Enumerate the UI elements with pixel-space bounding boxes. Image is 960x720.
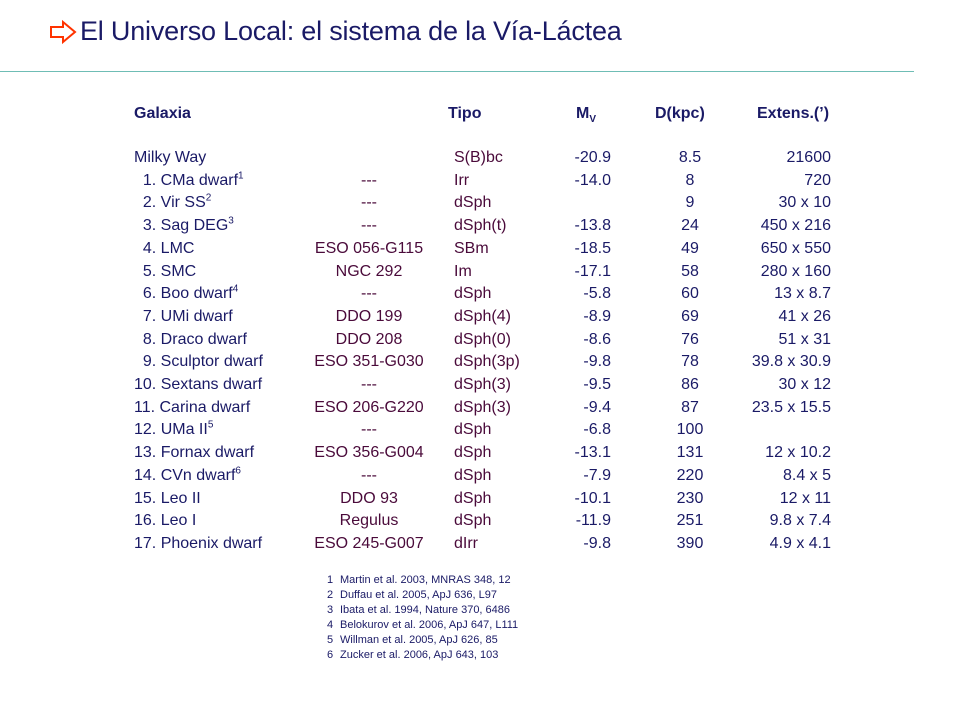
cell-type: dSph(3)	[454, 399, 511, 416]
reference-number: 4	[327, 619, 334, 631]
cell-distance: 58	[681, 263, 699, 280]
galaxy-name-text: 8. Draco dwarf	[134, 331, 247, 348]
cell-galaxy-name	[134, 193, 211, 213]
cell-catalog: ESO 206-G220	[314, 399, 424, 416]
cell-mv: -8.9	[583, 308, 611, 325]
cell-galaxy-name	[134, 239, 194, 259]
galaxy-name-text: 14. CVn dwarf	[134, 467, 236, 484]
cell-catalog: ESO 056-G115	[314, 240, 424, 257]
cell-catalog: DDO 93	[340, 490, 398, 507]
cell-catalog: ---	[361, 421, 377, 438]
cell-galaxy-name	[134, 534, 262, 554]
cell-type: dSph(0)	[454, 331, 511, 348]
cell-mv: -9.8	[583, 535, 611, 552]
galaxy-name-text: 13. Fornax dwarf	[134, 444, 255, 461]
cell-extension: 720	[804, 172, 831, 189]
reference-item	[327, 633, 518, 648]
cell-extension: 30 x 12	[778, 376, 831, 393]
cell-distance: 9	[685, 194, 695, 211]
galaxy-name-text: 17. Phoenix dwarf	[134, 535, 263, 552]
cell-catalog: ---	[361, 217, 377, 234]
cell-mv: -8.6	[583, 331, 611, 348]
galaxy-name-text: 10. Sextans dwarf	[134, 376, 263, 393]
cell-galaxy-name	[134, 352, 263, 372]
reference-item	[327, 648, 518, 663]
reference-number: 3	[327, 604, 334, 616]
cell-distance: 8	[685, 172, 695, 189]
cell-distance: 8.5	[678, 149, 702, 166]
cell-catalog: Regulus	[339, 512, 399, 529]
cell-type: Irr	[454, 172, 470, 189]
galaxy-name-text: 1. CMa dwarf	[134, 172, 239, 189]
cell-catalog: ---	[361, 467, 377, 484]
cell-type: dSph(4)	[454, 308, 511, 325]
cell-type: dSph(t)	[454, 217, 507, 234]
cell-distance: 78	[681, 353, 699, 370]
cell-galaxy-name	[134, 443, 254, 463]
reference-text: Zucker et al. 2006, ApJ 643, 103	[340, 649, 499, 661]
references-list	[327, 573, 518, 663]
cell-distance: 49	[681, 240, 699, 257]
reference-text: Ibata et al. 1994, Nature 370, 6486	[340, 604, 511, 616]
galaxy-name-text: 7. UMi dwarf	[134, 308, 233, 325]
header-mv-sub: V	[589, 114, 596, 126]
cell-extension: 30 x 10	[778, 194, 831, 211]
cell-catalog: ---	[361, 172, 377, 189]
reference-marker: 6	[235, 465, 241, 477]
cell-extension: 12 x 10.2	[765, 444, 831, 461]
reference-item	[327, 618, 518, 633]
cell-type: Im	[454, 263, 472, 280]
cell-distance: 220	[676, 467, 704, 484]
cell-extension: 51 x 31	[778, 331, 831, 348]
cell-distance: 230	[676, 490, 704, 507]
galaxy-name-text: 6. Boo dwarf	[134, 285, 233, 302]
reference-marker: 2	[205, 192, 212, 204]
galaxy-name-text: 15. Leo II	[134, 490, 201, 507]
cell-galaxy-name	[134, 375, 262, 395]
cell-distance: 390	[676, 535, 704, 552]
cell-extension: 39.8 x 30.9	[751, 353, 831, 370]
cell-mv: -20.9	[574, 149, 611, 166]
cell-galaxy-name	[134, 148, 206, 168]
reference-text: Willman et al. 2005, ApJ 626, 85	[340, 634, 498, 646]
cell-galaxy-name	[134, 420, 213, 440]
cell-mv: -17.1	[574, 263, 611, 280]
cell-mv: -9.5	[583, 376, 611, 393]
cell-catalog: ESO 356-G004	[314, 444, 424, 461]
cell-type: dSph(3p)	[454, 353, 520, 370]
header-galaxy: Galaxia	[134, 105, 191, 122]
cell-type: dSph	[454, 512, 492, 529]
reference-number: 5	[327, 634, 334, 646]
reference-marker: 4	[232, 283, 239, 295]
galaxy-name-text: 5. SMC	[134, 263, 197, 280]
cell-distance: 24	[681, 217, 699, 234]
cell-type: dSph(3)	[454, 376, 511, 393]
reference-text: Belokurov et al. 2006, ApJ 647, L111	[340, 619, 519, 631]
reference-marker: 1	[238, 170, 244, 182]
galaxy-name-text: 11. Carina dwarf	[134, 399, 251, 416]
cell-mv: -6.8	[583, 421, 611, 438]
cell-mv: -14.0	[574, 172, 611, 189]
cell-mv: -10.1	[574, 490, 611, 507]
cell-galaxy-name	[134, 216, 234, 236]
reference-number: 2	[327, 589, 334, 601]
galaxy-name-text: 4. LMC	[134, 240, 195, 257]
header-extension: Extens.(’)	[757, 105, 830, 122]
cell-type: dSph	[454, 467, 492, 484]
header-type: Tipo	[448, 105, 482, 122]
cell-distance: 100	[676, 421, 704, 438]
cell-type: dSph	[454, 194, 492, 211]
reference-item	[327, 588, 518, 603]
cell-galaxy-name	[134, 171, 244, 191]
cell-extension: 12 x 11	[779, 490, 831, 507]
cell-mv: -11.9	[575, 512, 611, 529]
galaxy-name-text: Milky Way	[134, 149, 207, 166]
cell-distance: 76	[681, 331, 699, 348]
cell-catalog: ESO 245-G007	[314, 535, 424, 552]
cell-type: dIrr	[454, 535, 478, 552]
cell-catalog: ---	[361, 285, 377, 302]
reference-text: Duffau et al. 2005, ApJ 636, L97	[340, 589, 497, 601]
cell-catalog: ---	[361, 376, 377, 393]
cell-mv: -9.4	[583, 399, 611, 416]
cell-mv: -7.9	[583, 467, 611, 484]
cell-extension: 280 x 160	[760, 263, 831, 280]
cell-galaxy-name	[134, 398, 250, 418]
cell-galaxy-name	[134, 511, 196, 531]
cell-distance: 86	[681, 376, 699, 393]
cell-type: S(B)bc	[454, 149, 503, 166]
cell-catalog: ESO 351-G030	[314, 353, 424, 370]
cell-type: dSph	[454, 490, 492, 507]
cell-extension: 13 x 8.7	[774, 285, 831, 302]
cell-extension: 4.9 x 4.1	[769, 535, 831, 552]
galaxy-name-text: 2. Vir SS	[134, 194, 206, 211]
cell-mv: -5.8	[583, 285, 611, 302]
cell-galaxy-name	[134, 466, 241, 486]
cell-distance: 60	[681, 285, 699, 302]
cell-catalog: DDO 199	[335, 308, 403, 325]
reference-item	[327, 603, 518, 618]
cell-distance: 131	[676, 444, 704, 461]
cell-type: dSph	[454, 285, 492, 302]
cell-distance: 69	[681, 308, 699, 325]
header-mv	[576, 104, 596, 124]
cell-galaxy-name	[134, 489, 201, 509]
cell-mv: -18.5	[574, 240, 611, 257]
cell-extension: 21600	[786, 149, 831, 166]
slide-title: El Universo Local: el sistema de la Vía-Láctea	[80, 16, 622, 46]
cell-extension: 650 x 550	[760, 240, 831, 257]
cell-galaxy-name	[134, 330, 247, 350]
cell-type: dSph	[454, 444, 492, 461]
reference-number: 6	[327, 649, 334, 661]
cell-distance: 251	[676, 512, 704, 529]
cell-type: SBm	[454, 240, 489, 257]
cell-extension: 8.4 x 5	[782, 467, 831, 484]
galaxy-name-text: 9. Sculptor dwarf	[134, 353, 263, 370]
cell-extension: 41 x 26	[778, 308, 831, 325]
cell-galaxy-name	[134, 307, 233, 327]
cell-distance: 87	[681, 399, 699, 416]
cell-mv: -9.8	[583, 353, 611, 370]
galaxy-name-text: 3. Sag DEG	[134, 217, 229, 234]
reference-item	[327, 573, 518, 588]
cell-catalog: NGC 292	[335, 263, 403, 280]
cell-mv: -13.8	[574, 217, 611, 234]
cell-catalog: ---	[361, 194, 377, 211]
cell-extension: 450 x 216	[760, 217, 831, 234]
header-distance: D(kpc)	[655, 105, 705, 122]
cell-galaxy-name	[134, 262, 196, 282]
galaxy-name-text: 16. Leo I	[134, 512, 197, 529]
cell-mv: -13.1	[574, 444, 611, 461]
cell-type: dSph	[454, 421, 492, 438]
reference-text: Martin et al. 2003, MNRAS 348, 12	[340, 574, 511, 586]
cell-extension: 9.8 x 7.4	[769, 512, 831, 529]
cell-catalog: DDO 208	[335, 331, 403, 348]
reference-marker: 3	[228, 215, 234, 227]
reference-marker: 5	[207, 419, 214, 431]
cell-extension: 23.5 x 15.5	[751, 399, 831, 416]
reference-number: 1	[327, 574, 334, 586]
cell-galaxy-name	[134, 284, 238, 304]
header-mv-main: M	[576, 105, 590, 122]
galaxy-name-text: 12. UMa II	[134, 421, 208, 438]
